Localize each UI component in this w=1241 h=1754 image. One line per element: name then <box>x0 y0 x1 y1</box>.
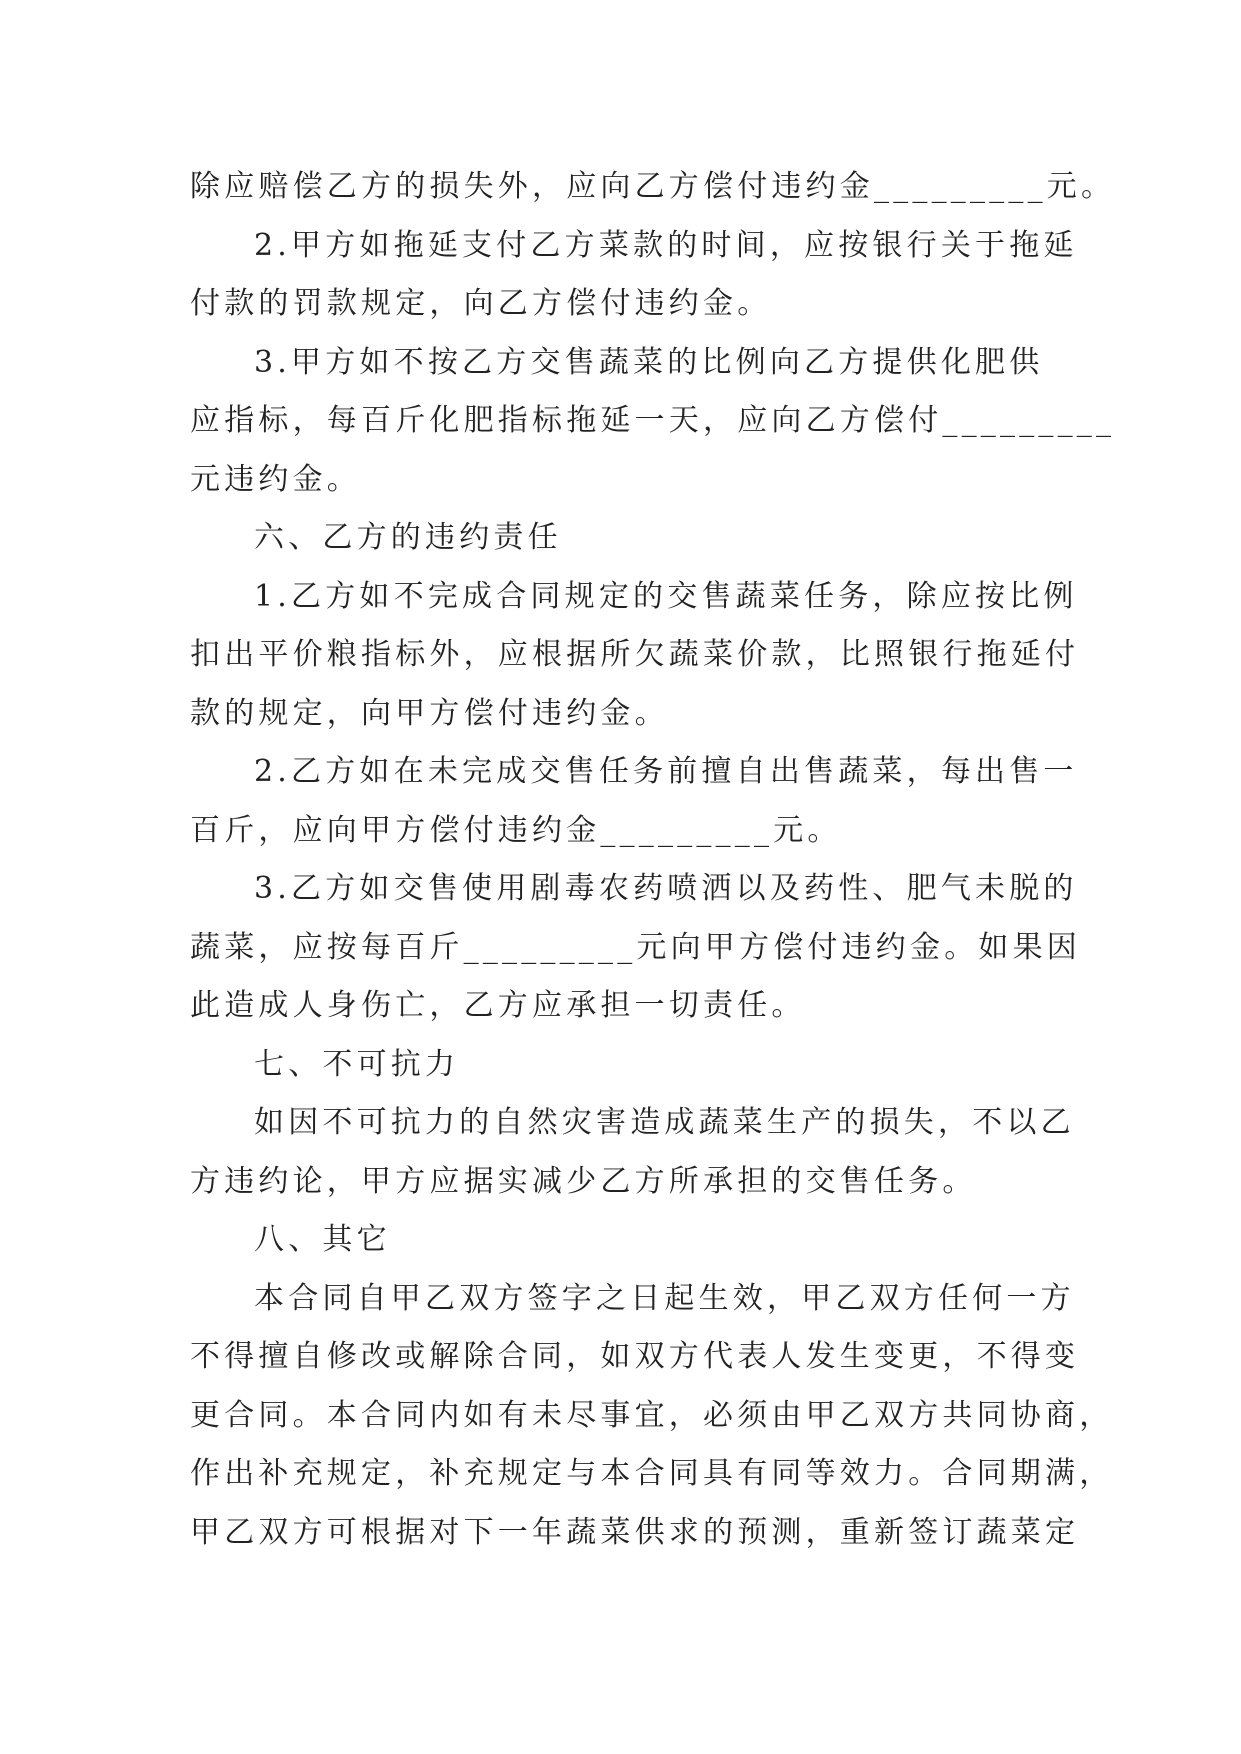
text-line: 2.乙方如在未完成交售任务前擅自出售蔬菜，每出售一 <box>254 754 1078 789</box>
text-line: 除应赔偿乙方的损失外，应向乙方偿付违约金_________元。 <box>190 169 1116 204</box>
text-line: 扣出平价粮指标外，应根据所欠蔬菜价款，比照银行拖延付 <box>190 637 1080 672</box>
text-line: 2.甲方如拖延支付乙方菜款的时间，应按银行关于拖延 <box>254 227 1078 263</box>
text-line: 如因不可抗力的自然灾害造成蔬菜生产的损失，不以乙 <box>254 1105 1075 1140</box>
text-line: 元违约金。 <box>190 461 361 497</box>
section-heading: 七、不可抗力 <box>254 1046 460 1082</box>
text-line: 付款的罚款规定，向乙方偿付违约金。 <box>190 286 772 321</box>
document-page <box>190 158 1116 1562</box>
text-line: 不得擅自修改或解除合同，如双方代表人发生变更，不得变 <box>190 1339 1080 1374</box>
text-line: 款的规定，向甲方偿付违约金。 <box>190 695 669 731</box>
text-line: 本合同自甲乙双方签字之日起生效，甲乙双方任何一方 <box>254 1280 1075 1316</box>
text-line: 百斤，应向甲方偿付违约金_________元。 <box>190 812 842 848</box>
text-line: 3.乙方如交售使用剧毒农药喷洒以及药性、肥气未脱的 <box>254 871 1078 906</box>
text-line: 甲乙双方可根据对下一年蔬菜供求的预测，重新签订蔬菜定 <box>190 1514 1080 1550</box>
text-line: 1.乙方如不完成合同规定的交售蔬菜任务，除应按比例 <box>254 578 1078 614</box>
section-heading: 八、其它 <box>254 1222 391 1257</box>
text-line: 作出补充规定，补充规定与本合同具有同等效力。合同期满， <box>190 1456 1114 1491</box>
text-line: 此造成人身伤亡，乙方应承担一切责任。 <box>190 988 806 1023</box>
text-line: 3.甲方如不按乙方交售蔬菜的比例向乙方提供化肥供 <box>254 344 1044 380</box>
text-line: 蔬菜，应按每百斤_________元向甲方偿付违约金。如果因 <box>190 929 1081 965</box>
text-line: 应指标，每百斤化肥指标拖延一天，应向乙方偿付_________ <box>190 403 1116 438</box>
text-line: 更合同。本合同内如有未尽事宜，必须由甲乙双方共同协商， <box>190 1397 1114 1433</box>
text-line: 方违约论，甲方应据实减少乙方所承担的交售任务。 <box>190 1163 977 1199</box>
section-heading: 六、乙方的违约责任 <box>254 520 562 555</box>
